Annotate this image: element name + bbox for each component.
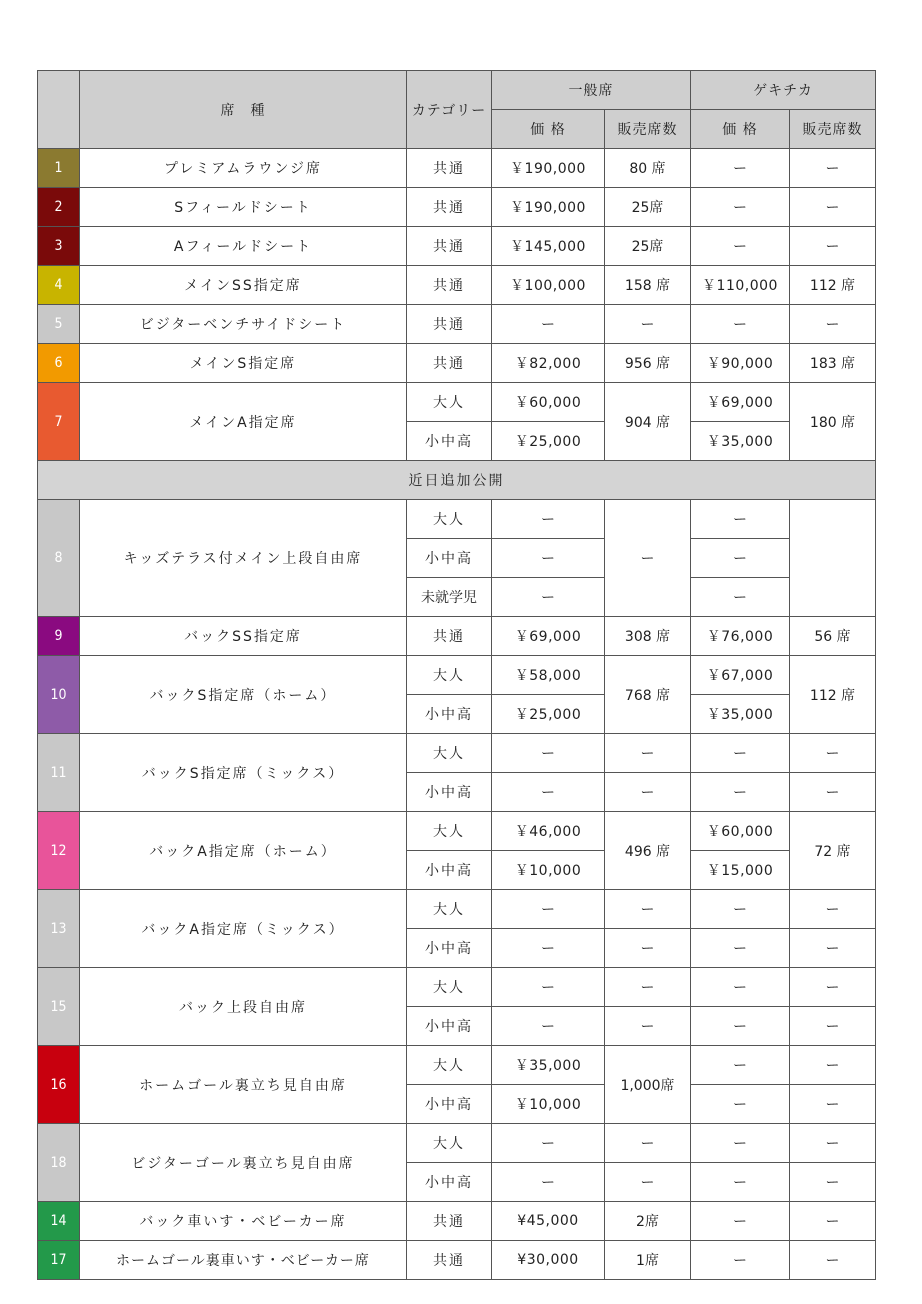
general-price: ー xyxy=(492,305,605,344)
category-cell: 共通 xyxy=(407,617,492,656)
seat-name: Aフィールドシート xyxy=(80,227,407,266)
gekichika-count: ー xyxy=(790,149,876,188)
row-number-badge: 18 xyxy=(38,1124,80,1202)
general-count: ー xyxy=(605,968,691,1007)
general-price: ￥190,000 xyxy=(492,188,605,227)
seat-name: ホームゴール裏立ち見自由席 xyxy=(80,1046,407,1124)
general-count: ー xyxy=(605,734,691,773)
gekichika-price: ー xyxy=(691,1124,790,1163)
table-row xyxy=(38,266,876,305)
gekichika-count: 112 席 xyxy=(790,266,876,305)
general-price: ￥25,000 xyxy=(492,422,605,461)
general-count: 2席 xyxy=(605,1202,691,1241)
seat-name: バックSS指定席 xyxy=(80,617,407,656)
table-row xyxy=(38,305,876,344)
row-number-badge: 10 xyxy=(38,656,80,734)
table-row xyxy=(38,1241,876,1280)
seat-name: キッズテラス付メイン上段自由席 xyxy=(80,500,407,617)
gekichika-price: ￥35,000 xyxy=(691,422,790,461)
gekichika-count: 72 席 xyxy=(790,812,876,890)
gekichika-price: ￥67,000 xyxy=(691,656,790,695)
category-cell: 大人 xyxy=(407,1124,492,1163)
gekichika-count: ー xyxy=(790,1241,876,1280)
category-cell: 共通 xyxy=(407,344,492,383)
gekichika-price: ー xyxy=(691,1241,790,1280)
gekichika-count: ー xyxy=(790,1163,876,1202)
gekichika-price: ー xyxy=(691,1163,790,1202)
category-cell: 共通 xyxy=(407,149,492,188)
gekichika-count: ー xyxy=(790,1124,876,1163)
category-cell: 共通 xyxy=(407,227,492,266)
table-row xyxy=(38,734,876,773)
category-cell: 小中高 xyxy=(407,1163,492,1202)
category-cell: 大人 xyxy=(407,383,492,422)
general-count: 768 席 xyxy=(605,656,691,734)
category-cell: 共通 xyxy=(407,1241,492,1280)
general-count: 25席 xyxy=(605,227,691,266)
category-cell: 共通 xyxy=(407,1202,492,1241)
general-price: ー xyxy=(492,1007,605,1046)
table-row xyxy=(38,1124,876,1163)
table-row xyxy=(38,890,876,929)
category-cell: 小中高 xyxy=(407,1085,492,1124)
gekichika-price: ￥60,000 xyxy=(691,812,790,851)
gekichika-price: ￥76,000 xyxy=(691,617,790,656)
general-count: ー xyxy=(605,890,691,929)
gekichika-count: ー xyxy=(790,1085,876,1124)
table-row xyxy=(38,500,876,539)
row-number-badge: 2 xyxy=(38,188,80,227)
row-number-badge: 12 xyxy=(38,812,80,890)
gekichika-price-header: 価 格 xyxy=(691,110,790,149)
general-price: ー xyxy=(492,734,605,773)
seat-name: バックA指定席（ミックス） xyxy=(80,890,407,968)
gekichika-count: ー xyxy=(790,1202,876,1241)
gekichika-price: ￥110,000 xyxy=(691,266,790,305)
gekichika-price: ー xyxy=(691,227,790,266)
gekichika-price: ー xyxy=(691,539,790,578)
table-row xyxy=(38,1202,876,1241)
category-cell: 小中高 xyxy=(407,851,492,890)
general-count: 1席 xyxy=(605,1241,691,1280)
category-cell: 大人 xyxy=(407,812,492,851)
seat-name: メインA指定席 xyxy=(80,383,407,461)
general-header: 一般席 xyxy=(492,71,691,110)
general-count: 80 席 xyxy=(605,149,691,188)
category-cell: 小中高 xyxy=(407,695,492,734)
row-number-badge: 4 xyxy=(38,266,80,305)
gekichika-count: ー xyxy=(790,968,876,1007)
row-number-badge: 16 xyxy=(38,1046,80,1124)
category-cell: 大人 xyxy=(407,734,492,773)
gekichika-header: ゲキチカ xyxy=(691,71,876,110)
gekichika-price: ー xyxy=(691,188,790,227)
gekichika-count xyxy=(790,500,876,617)
gekichika-price: ー xyxy=(691,890,790,929)
table-row xyxy=(38,188,876,227)
gekichika-count: ー xyxy=(790,188,876,227)
row-number-badge: 14 xyxy=(38,1202,80,1241)
seat-name: ビジターゴール裏立ち見自由席 xyxy=(80,1124,407,1202)
general-price: ー xyxy=(492,929,605,968)
general-count: 308 席 xyxy=(605,617,691,656)
general-price: ￥100,000 xyxy=(492,266,605,305)
general-price: ￥60,000 xyxy=(492,383,605,422)
gekichika-count: ー xyxy=(790,305,876,344)
row-number-badge: 5 xyxy=(38,305,80,344)
general-price: ￥10,000 xyxy=(492,1085,605,1124)
seat-name: メインS指定席 xyxy=(80,344,407,383)
general-price: ¥30,000 xyxy=(492,1241,605,1280)
general-price: ￥190,000 xyxy=(492,149,605,188)
gekichika-count: 180 席 xyxy=(790,383,876,461)
general-count: 158 席 xyxy=(605,266,691,305)
general-price-header: 価 格 xyxy=(492,110,605,149)
gekichika-price: ー xyxy=(691,929,790,968)
row-number-badge: 6 xyxy=(38,344,80,383)
table-row xyxy=(38,617,876,656)
row-number-badge: 11 xyxy=(38,734,80,812)
category-cell: 共通 xyxy=(407,188,492,227)
general-count: 1,000席 xyxy=(605,1046,691,1124)
seat-name: バック車いす・ベビーカー席 xyxy=(80,1202,407,1241)
row-number-badge: 7 xyxy=(38,383,80,461)
table-row xyxy=(38,1046,876,1085)
gekichika-count: 183 席 xyxy=(790,344,876,383)
gekichika-price: ー xyxy=(691,578,790,617)
gekichika-count: 56 席 xyxy=(790,617,876,656)
gekichika-price: ￥69,000 xyxy=(691,383,790,422)
seat-price-table xyxy=(37,70,876,1280)
seat-type-header: 席 種 xyxy=(80,71,407,149)
gekichika-price: ー xyxy=(691,773,790,812)
gekichika-price: ー xyxy=(691,1046,790,1085)
gekichika-price: ー xyxy=(691,1202,790,1241)
general-price: ー xyxy=(492,890,605,929)
table-row xyxy=(38,344,876,383)
general-count: ー xyxy=(605,773,691,812)
table-row xyxy=(38,812,876,851)
category-header: カテゴリー xyxy=(407,71,492,149)
gekichika-count: ー xyxy=(790,773,876,812)
general-price: ー xyxy=(492,773,605,812)
general-price: ー xyxy=(492,500,605,539)
gekichika-price: ー xyxy=(691,500,790,539)
gekichika-count: ー xyxy=(790,227,876,266)
seat-name: メインSS指定席 xyxy=(80,266,407,305)
general-price: ￥82,000 xyxy=(492,344,605,383)
table-row xyxy=(38,383,876,422)
gekichika-price: ー xyxy=(691,1085,790,1124)
row-number-badge: 13 xyxy=(38,890,80,968)
gekichika-count: ー xyxy=(790,734,876,773)
general-count: ー xyxy=(605,305,691,344)
general-count: ー xyxy=(605,1124,691,1163)
seat-name: プレミアムラウンジ席 xyxy=(80,149,407,188)
general-price: ￥35,000 xyxy=(492,1046,605,1085)
coming-soon-label: 近日追加公開 xyxy=(38,461,876,500)
gekichika-price: ￥90,000 xyxy=(691,344,790,383)
general-count: 496 席 xyxy=(605,812,691,890)
gekichika-price: ー xyxy=(691,305,790,344)
table-row xyxy=(38,227,876,266)
gekichika-price: ー xyxy=(691,968,790,1007)
general-price: ー xyxy=(492,578,605,617)
general-price: ￥10,000 xyxy=(492,851,605,890)
category-cell: 小中高 xyxy=(407,773,492,812)
row-number-badge: 8 xyxy=(38,500,80,617)
general-count: ー xyxy=(605,1163,691,1202)
general-count: 956 席 xyxy=(605,344,691,383)
row-number-badge: 3 xyxy=(38,227,80,266)
divider-row xyxy=(38,461,876,500)
general-price: ¥45,000 xyxy=(492,1202,605,1241)
general-price: ￥145,000 xyxy=(492,227,605,266)
seat-name: ビジターベンチサイドシート xyxy=(80,305,407,344)
row-number-badge: 17 xyxy=(38,1241,80,1280)
general-count-header: 販売席数 xyxy=(605,110,691,149)
table-row xyxy=(38,656,876,695)
general-price: ー xyxy=(492,968,605,1007)
general-price: ￥58,000 xyxy=(492,656,605,695)
category-cell: 小中高 xyxy=(407,929,492,968)
category-cell: 大人 xyxy=(407,500,492,539)
gekichika-price: ー xyxy=(691,1007,790,1046)
row-number-badge: 15 xyxy=(38,968,80,1046)
gekichika-count: ー xyxy=(790,1007,876,1046)
gekichika-count-header: 販売席数 xyxy=(790,110,876,149)
row-number-badge: 1 xyxy=(38,149,80,188)
general-price: ー xyxy=(492,1163,605,1202)
general-count: 904 席 xyxy=(605,383,691,461)
row-number-badge: 9 xyxy=(38,617,80,656)
table-row xyxy=(38,968,876,1007)
gekichika-price: ー xyxy=(691,149,790,188)
category-cell: 大人 xyxy=(407,968,492,1007)
category-cell: 共通 xyxy=(407,305,492,344)
general-price: ー xyxy=(492,1124,605,1163)
general-count: ー xyxy=(605,1007,691,1046)
gekichika-price: ￥15,000 xyxy=(691,851,790,890)
gekichika-price: ー xyxy=(691,734,790,773)
table-row xyxy=(38,149,876,188)
gekichika-price: ￥35,000 xyxy=(691,695,790,734)
general-count: ー xyxy=(605,929,691,968)
general-price: ￥25,000 xyxy=(492,695,605,734)
general-price: ￥69,000 xyxy=(492,617,605,656)
number-header xyxy=(38,71,80,149)
general-price: ー xyxy=(492,539,605,578)
seat-name: バックA指定席（ホーム） xyxy=(80,812,407,890)
general-count: 25席 xyxy=(605,188,691,227)
gekichika-count: 112 席 xyxy=(790,656,876,734)
category-cell: 大人 xyxy=(407,1046,492,1085)
seat-name: バック上段自由席 xyxy=(80,968,407,1046)
seat-name: Sフィールドシート xyxy=(80,188,407,227)
category-cell: 小中高 xyxy=(407,422,492,461)
category-cell: 共通 xyxy=(407,266,492,305)
seat-name: ホームゴール裏車いす・ベビーカー席 xyxy=(80,1241,407,1280)
general-count: ー xyxy=(605,500,691,617)
category-cell: 大人 xyxy=(407,656,492,695)
gekichika-count: ー xyxy=(790,1046,876,1085)
seat-name: バックS指定席（ミックス） xyxy=(80,734,407,812)
gekichika-count: ー xyxy=(790,929,876,968)
category-cell: 小中高 xyxy=(407,539,492,578)
gekichika-count: ー xyxy=(790,890,876,929)
category-cell: 大人 xyxy=(407,890,492,929)
category-cell: 小中高 xyxy=(407,1007,492,1046)
general-price: ￥46,000 xyxy=(492,812,605,851)
category-cell: 未就学児 xyxy=(407,578,492,617)
seat-name: バックS指定席（ホーム） xyxy=(80,656,407,734)
